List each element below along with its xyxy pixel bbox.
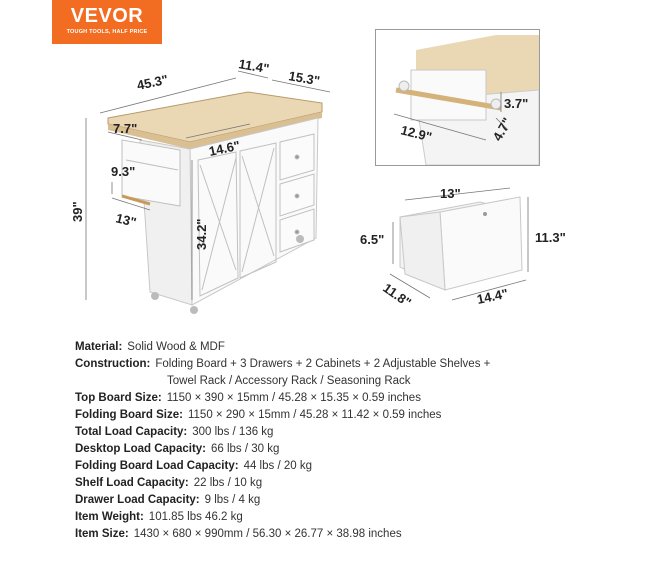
spec-list [75,339,635,543]
dim-rack-depth: 13" [114,210,138,230]
dim-drawer-front: 14.4" [475,285,510,307]
spec-row-item-weight: Item Weight: 101.85 lbs 46.2 kg [75,511,243,523]
spec-row-item-size: Item Size: 1430 × 680 × 990mm / 56.30 × 26.77 × 38.98 inches [75,528,402,540]
dim-rack-width: 7.7" [113,121,138,136]
dim-towel-length: 12.9" [399,122,434,145]
dim-towel-depth: 4.7" [489,114,515,144]
brand-name: VEVOR [70,5,144,27]
spec-row-construction: Construction: Folding Board + 3 Drawers + 2 Cabinets + 2 Adjustable Shelves + [75,358,491,370]
dim-drawer-depth: 11.8" [380,280,415,311]
spec-row-total-load: Total Load Capacity: 300 lbs / 136 kg [75,426,274,438]
dim-top-width: 45.3" [135,71,170,93]
spec-row-desktop-load: Desktop Load Capacity: 66 lbs / 30 kg [75,443,280,455]
spec-row-top-board: Top Board Size: 1150 × 390 × 15mm / 45.28 × 15.35 × 0.59 inches [75,392,421,404]
spec-row-construction-cont: Towel Rack / Accessory Rack / Seasoning Rack [167,375,411,387]
dim-towel-gap: 3.7" [504,96,529,111]
dim-rack-height: 9.3" [111,164,136,179]
dim-drawer-side: 6.5" [360,232,385,247]
dim-top-depth: 15.3" [287,68,322,89]
spec-row-shelf-load: Shelf Load Capacity: 22 lbs / 10 kg [75,477,263,489]
spec-row-drawer-load: Drawer Load Capacity: 9 lbs / 4 kg [75,494,261,506]
drawer-inset [360,182,590,314]
brand-tagline: TOUGH TOOLS, HALF PRICE [66,29,148,35]
dim-total-height: 39" [70,201,85,222]
spec-row-material: Material: Solid Wood & MDF [75,341,225,353]
dim-drawer-width: 13" [440,186,461,201]
dim-fold-depth: 11.4" [237,56,271,77]
dim-inner-width: 14.6" [207,137,242,159]
drawers [280,134,314,252]
towel-rack-inset [375,29,540,166]
dim-body-height: 34.2" [194,218,209,250]
kitchen-island-diagram [0,0,370,330]
spec-row-folding-load: Folding Board Load Capacity: 44 lbs / 20 kg [75,460,312,472]
dim-drawer-height: 11.3" [535,230,566,245]
spec-row-folding-board: Folding Board Size: 1150 × 290 × 15mm / 45.28 × 11.42 × 0.59 inches [75,409,442,421]
